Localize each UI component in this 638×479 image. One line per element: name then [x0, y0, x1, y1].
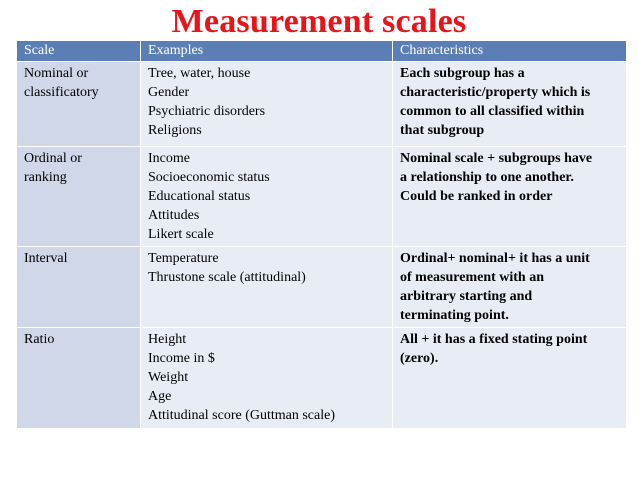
- header-examples: Examples: [141, 41, 393, 62]
- example-item: Gender: [148, 85, 190, 100]
- scale-cell: [17, 328, 141, 429]
- characteristics-text: of measurement with an: [400, 270, 545, 285]
- examples-cell: [141, 147, 393, 247]
- example-item: Attitudes: [148, 208, 200, 223]
- characteristics-text: common to all classified within: [400, 104, 585, 119]
- header-characteristics: Characteristics: [393, 41, 627, 62]
- scale-text: Ordinal or: [24, 151, 82, 166]
- scale-text: classificatory: [24, 85, 99, 100]
- characteristics-text: terminating point.: [400, 308, 509, 323]
- examples-cell: [141, 328, 393, 429]
- example-item: Educational status: [148, 189, 251, 204]
- example-item: Thrustone scale (attitudinal): [148, 270, 306, 285]
- scale-text: Interval: [24, 251, 68, 266]
- characteristics-text: that subgroup: [400, 123, 485, 138]
- header-scale: Scale: [17, 41, 141, 62]
- scale-cell: [17, 247, 141, 328]
- characteristics-text: a relationship to one another.: [400, 170, 574, 185]
- characteristics-text: Ordinal+ nominal+ it has a unit: [400, 251, 590, 266]
- table-row: [17, 147, 627, 247]
- table-row: [17, 62, 627, 147]
- characteristics-text: arbitrary starting and: [400, 289, 533, 304]
- example-item: Income in $: [148, 351, 215, 366]
- characteristics-cell: [393, 328, 627, 429]
- characteristics-text: Nominal scale + subgroups have: [400, 151, 593, 166]
- scale-text: ranking: [24, 170, 67, 185]
- characteristics-cell: [393, 247, 627, 328]
- example-item: Attitudinal score (Guttman scale): [148, 408, 335, 423]
- table-header-row: [17, 41, 627, 62]
- characteristics-cell: [393, 62, 627, 147]
- example-item: Income: [148, 151, 190, 166]
- example-item: Psychiatric disorders: [148, 104, 266, 119]
- characteristics-cell: [393, 147, 627, 247]
- examples-cell: [141, 62, 393, 147]
- example-item: Temperature: [148, 251, 219, 266]
- measurement-scales-table: [16, 40, 627, 429]
- characteristics-text: Each subgroup has a: [400, 66, 525, 81]
- scale-cell: [17, 62, 141, 147]
- table-row: [17, 247, 627, 328]
- slide-title: Measurement scales: [171, 3, 467, 40]
- scale-cell: [17, 147, 141, 247]
- examples-cell: [141, 247, 393, 328]
- example-item: Likert scale: [148, 227, 214, 242]
- example-item: Weight: [148, 370, 189, 385]
- characteristics-text: characteristic/property which is: [400, 85, 591, 100]
- example-item: Socioeconomic status: [148, 170, 270, 185]
- characteristics-text: (zero).: [400, 351, 439, 366]
- example-item: Tree, water, house: [148, 66, 251, 81]
- characteristics-text: Could be ranked in order: [400, 189, 553, 204]
- scale-text: Nominal or: [24, 66, 89, 81]
- scale-text: Ratio: [24, 332, 55, 347]
- example-item: Height: [148, 332, 187, 347]
- example-item: Age: [148, 389, 172, 404]
- example-item: Religions: [148, 123, 202, 138]
- table-row: [17, 328, 627, 429]
- characteristics-text: All + it has a fixed stating point: [400, 332, 588, 347]
